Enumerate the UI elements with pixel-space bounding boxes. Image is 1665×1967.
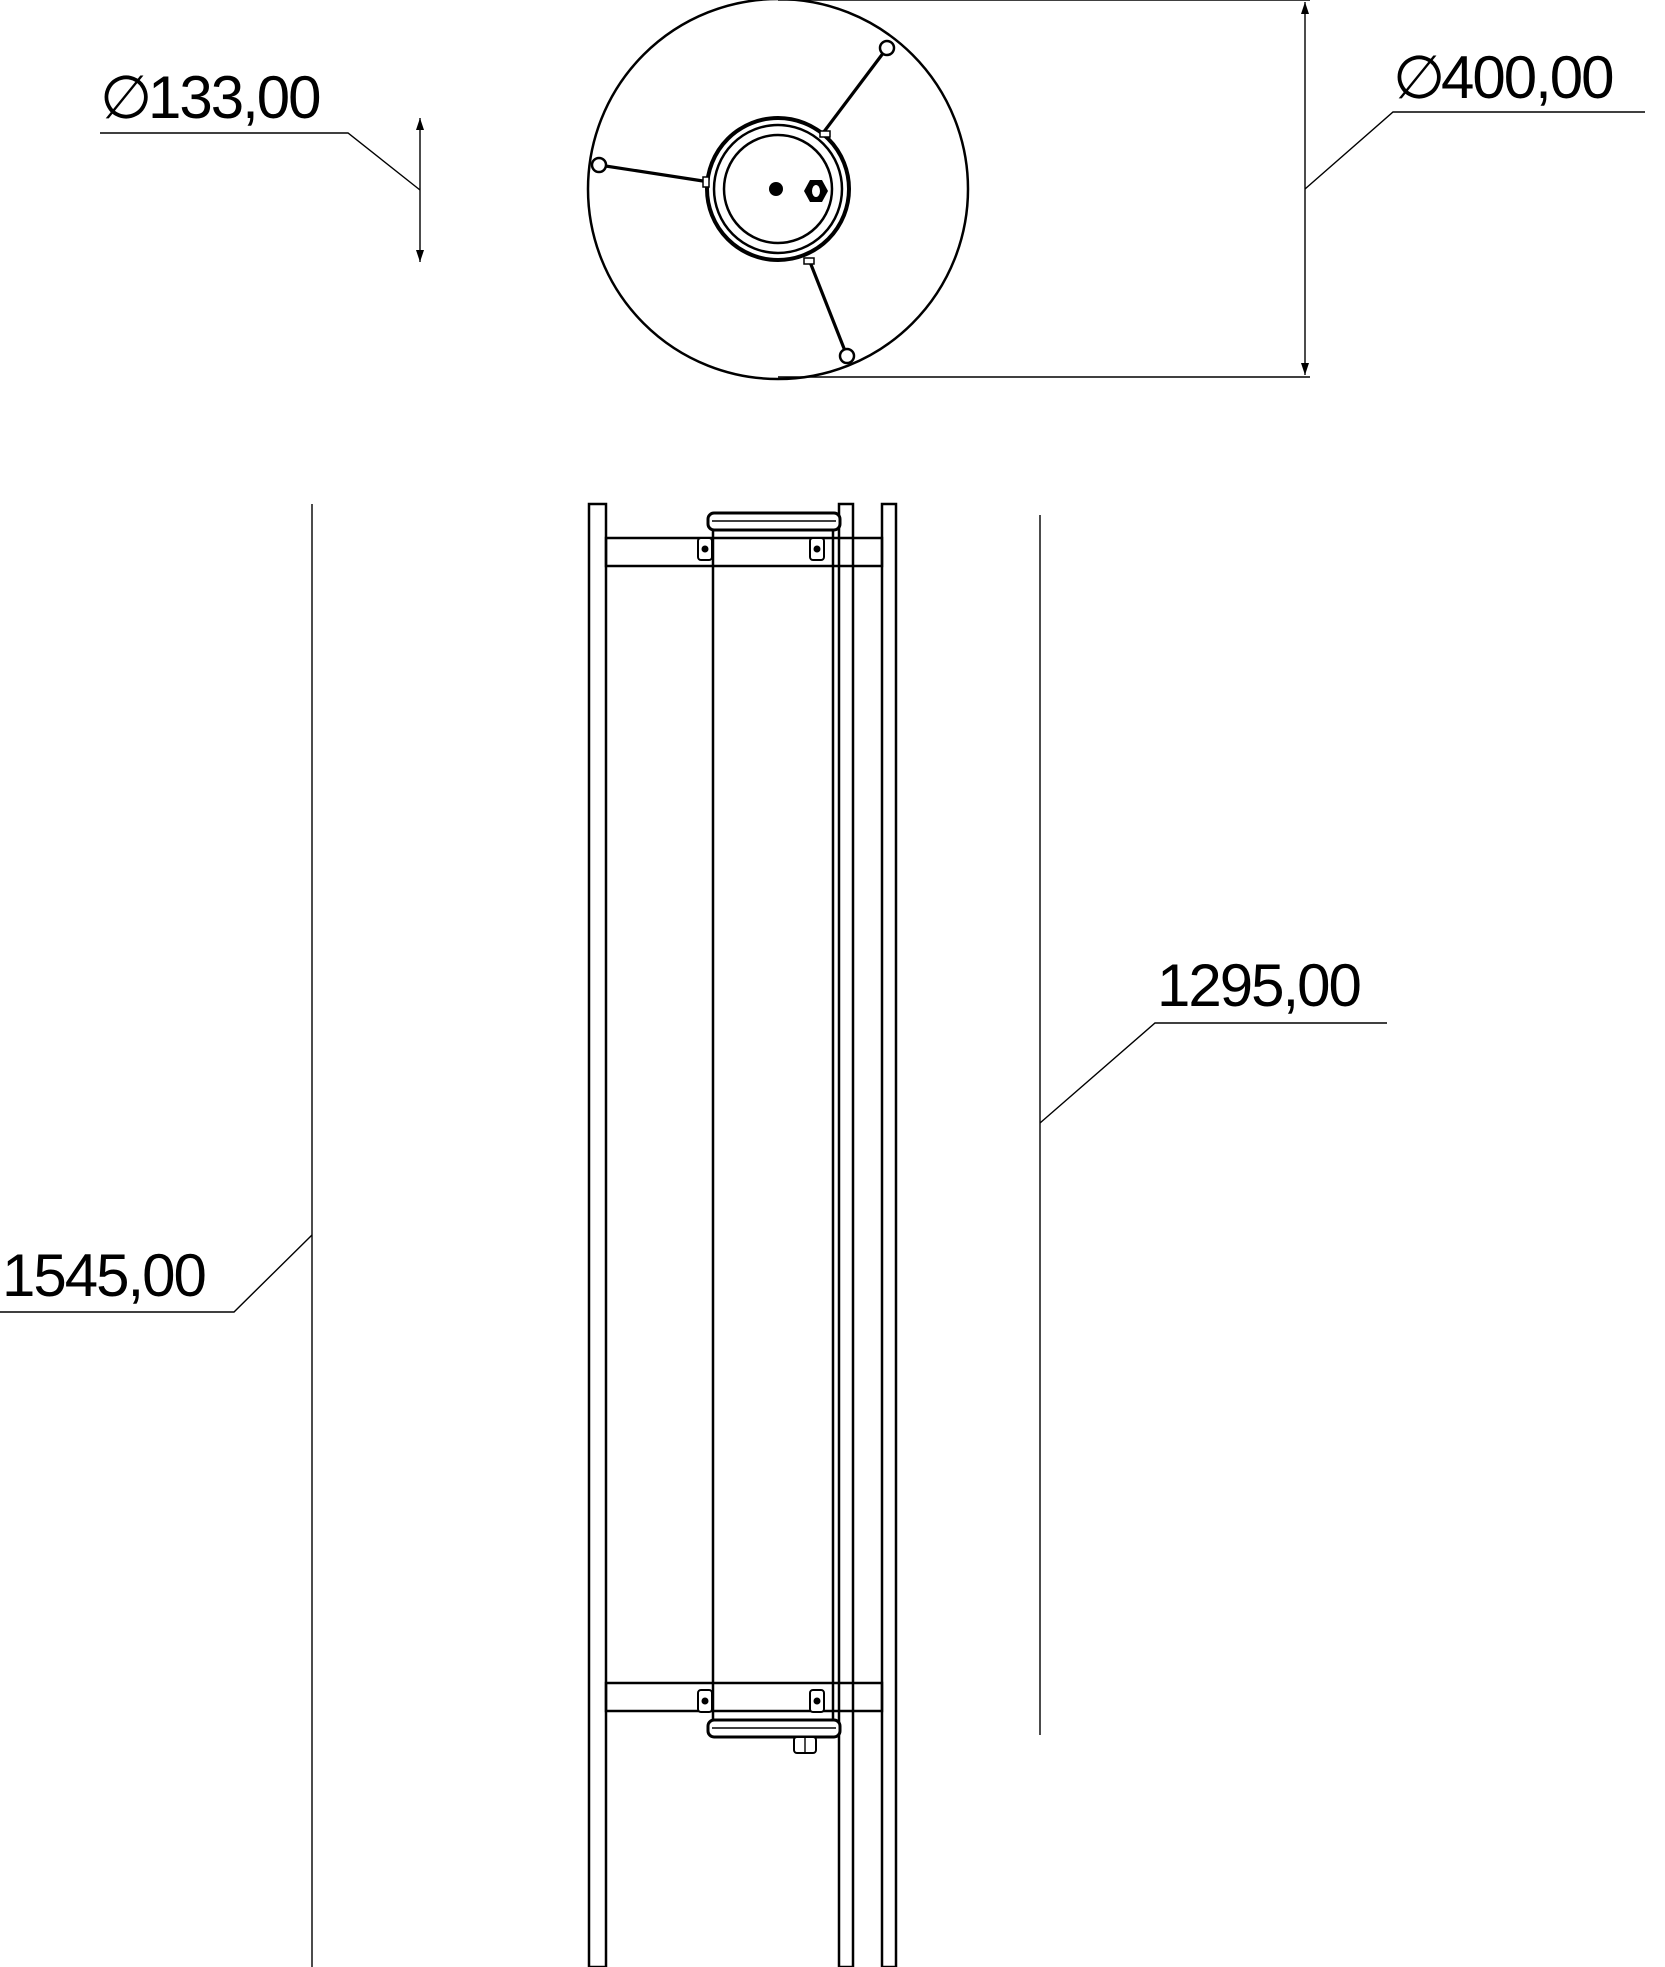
hub-clip-left — [703, 177, 709, 187]
leg-middle — [839, 504, 853, 1967]
leg-left — [589, 504, 606, 1967]
lamp-hub — [703, 118, 849, 264]
arm-left — [599, 165, 703, 181]
tube-length-label: 1295,00 — [1157, 952, 1360, 1019]
screw-top-left-icon — [702, 546, 709, 553]
arm-tip-left — [592, 158, 606, 172]
tube-length-leader-line — [1040, 1023, 1387, 1123]
arm-tip-upper-right — [880, 41, 894, 55]
outer-diameter-label: 400,00 — [1441, 44, 1613, 111]
screw-top-right-icon — [814, 546, 821, 553]
outer-arrow-bottom — [1301, 363, 1309, 375]
front-view — [0, 504, 1387, 1967]
inner-diameter-label: 133,00 — [148, 64, 320, 131]
screw-bottom-left-icon — [702, 1698, 709, 1705]
inner-diameter-symbol: ∅ — [100, 64, 151, 131]
inner-arrow-top — [416, 118, 424, 130]
cable-hole — [769, 182, 783, 196]
leg-right — [882, 504, 896, 1967]
outer-diameter-symbol: ∅ — [1393, 44, 1444, 111]
arm-lower-right — [810, 262, 847, 356]
crossbar-top — [606, 538, 882, 566]
screw-bottom-right-icon — [814, 1698, 821, 1705]
arm-tip-lower-right — [840, 349, 854, 363]
hub-clip-top — [820, 131, 830, 137]
inner-arrow-bottom — [416, 250, 424, 262]
total-height-label: 1545,00 — [2, 1242, 205, 1309]
inner-leader-line — [100, 133, 420, 190]
lamp-tube — [713, 530, 833, 1720]
outer-leader-line — [1305, 112, 1645, 189]
nut-hole — [812, 185, 820, 197]
arm-upper-right — [823, 48, 887, 133]
crossbar-bottom — [606, 1683, 882, 1711]
outer-arrow-top — [1301, 2, 1309, 14]
hub-clip-bottom — [804, 258, 814, 264]
